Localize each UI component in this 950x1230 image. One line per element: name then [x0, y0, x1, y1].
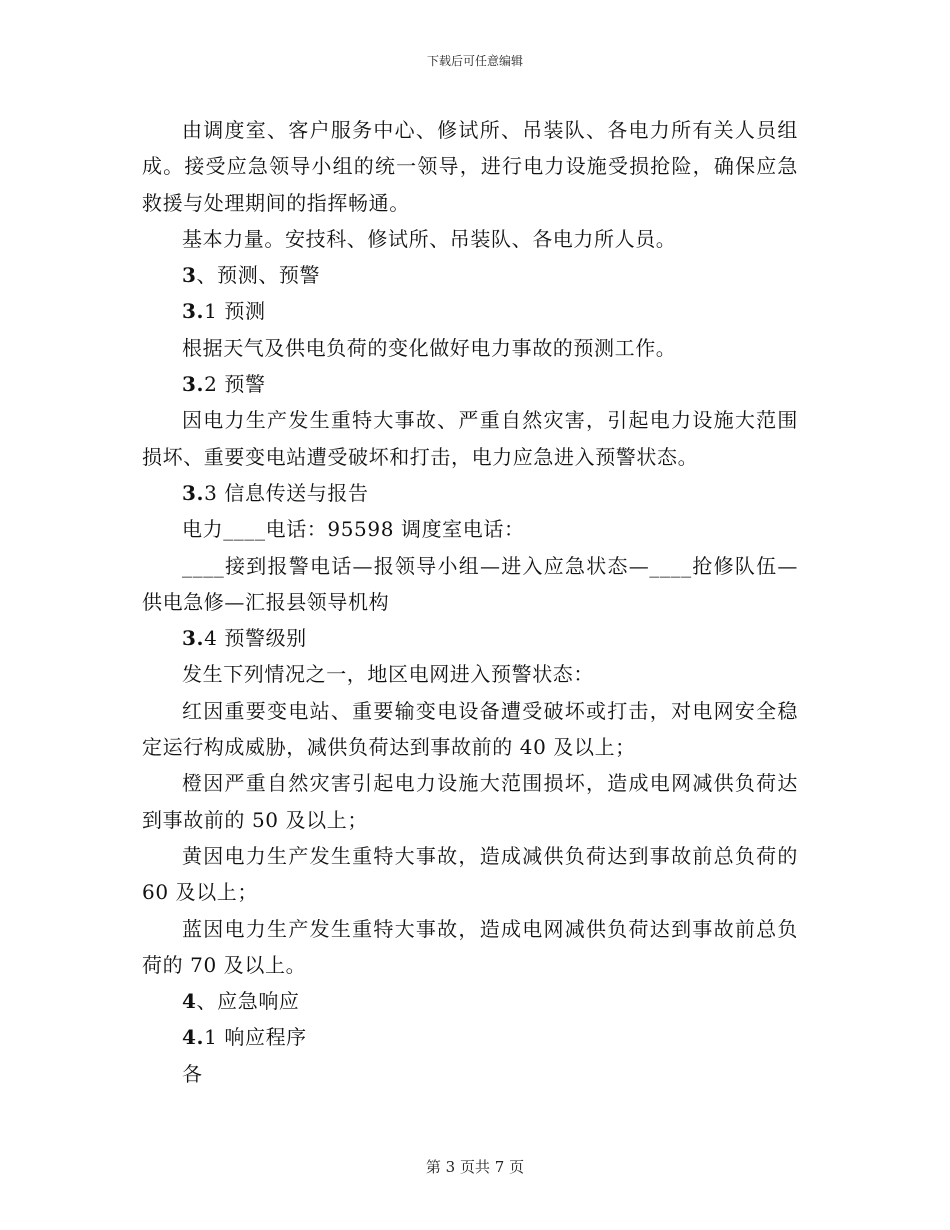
- paragraph: 发生下列情况之一，地区电网进入预警状态：: [182, 662, 594, 687]
- paragraph: 电力____电话：95598 调度室电话：: [182, 517, 525, 542]
- section-number: 3.: [182, 299, 205, 324]
- paragraph: 因电力生产发生重特大事故、严重自然灾害，引起电力设施大范围损坏、重要变电站遭受破坏和打击，电力应急进入预警状态。: [142, 408, 798, 469]
- section-title: 1 预测: [204, 299, 266, 324]
- subsection-heading: [142, 293, 798, 329]
- section-number: 4.: [182, 1025, 205, 1050]
- paragraph: 根据天气及供电负荷的变化做好电力事故的预测工作。: [182, 335, 677, 360]
- section-number: 3.: [182, 480, 205, 505]
- section-heading: [142, 983, 798, 1019]
- section-title: 1 响应程序: [204, 1025, 307, 1050]
- subsection-heading: [142, 1019, 798, 1055]
- paragraph: 红因重要变电站、重要输变电设备遭受破坏或打击，对电网安全稳定运行构成威胁，减供负荷达到事故前的 40 及以上；: [142, 698, 798, 760]
- paragraph: 黄因电力生产发生重特大事故，造成减供负荷达到事故前总负荷的 60 及以上；: [142, 843, 798, 905]
- paragraph: 蓝因电力生产发生重特大事故，造成电网减供负荷达到事故前总负荷的 70 及以上。: [142, 916, 798, 977]
- paragraph: 由调度室、客户服务中心、修试所、吊装队、各电力所有关人员组成。接受应急领导小组的统一领导，进行电力设施受损抢险，确保应急救援与处理期间的指挥畅通。: [142, 118, 798, 215]
- section-title: 3 信息传送与报告: [204, 480, 369, 505]
- section-number: 3.: [182, 372, 205, 397]
- subsection-heading: [142, 620, 798, 656]
- section-number: 3.: [182, 626, 205, 651]
- paragraph: ____接到报警电话—报领导小组—进入应急状态—____抢修队伍—供电急修—汇报县领导机构: [142, 553, 798, 614]
- subsection-heading: [142, 366, 798, 402]
- section-title: 、预测、预警: [196, 263, 321, 288]
- section-heading: [142, 257, 798, 293]
- subsection-heading: [142, 475, 798, 511]
- page-header: 下载后可任意编辑: [426, 54, 523, 68]
- section-number: 4: [182, 989, 197, 1014]
- section-title: 、应急响应: [196, 989, 300, 1014]
- section-title: 2 预警: [204, 372, 266, 397]
- paragraph: 橙因严重自然灾害引起电力设施大范围损坏，造成电网减供负荷达到事故前的 50 及以上；: [142, 771, 798, 832]
- section-number: 3: [182, 263, 197, 288]
- document-body: [142, 112, 798, 1092]
- paragraph: 各: [182, 1061, 203, 1086]
- page-footer: 第 3 页共 7 页: [425, 1158, 525, 1176]
- paragraph: 基本力量。安技科、修试所、吊装队、各电力所人员。: [182, 226, 677, 251]
- section-title: 4 预警级别: [204, 626, 307, 651]
